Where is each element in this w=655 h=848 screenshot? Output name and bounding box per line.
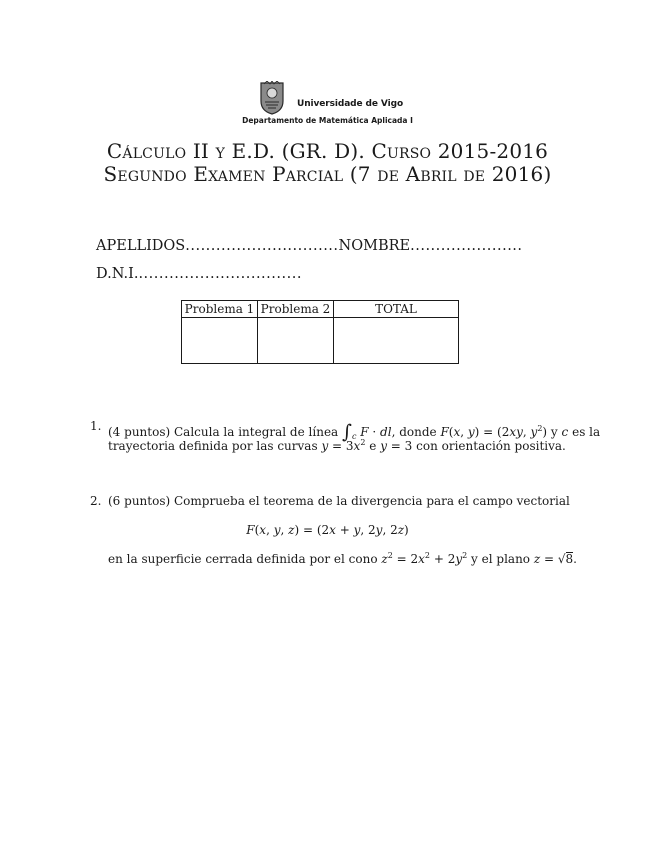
- plane-equation: z = √8.: [533, 552, 577, 566]
- curve-1: $y = 3x^2$: [321, 438, 366, 453]
- apellidos-nombre-line: [96, 238, 523, 254]
- problem-2-plane-text: y el plano: [471, 552, 531, 566]
- problem-1-number: 1.: [90, 419, 102, 433]
- header-problema-2: Problema 2: [258, 301, 334, 318]
- university-name: Universidade de Vigo: [297, 99, 404, 109]
- problem-2-statement: Comprueba el teorema de la divergencia para el campo vectorial: [173, 494, 570, 508]
- problem-1-points: (4 puntos): [108, 425, 171, 439]
- problem-2-line-2: [108, 552, 577, 566]
- curve-2: y = 3: [380, 439, 413, 453]
- nombre-field[interactable]: ......................: [410, 238, 523, 254]
- score-cell-total[interactable]: [334, 318, 459, 364]
- problem-1-statement: Calcula la integral de línea: [173, 425, 339, 439]
- problem-2-number: 2.: [90, 494, 102, 508]
- problem-2-points: (6 puntos): [108, 494, 171, 508]
- score-cell-problema-1[interactable]: [182, 318, 258, 364]
- problem-2-line-1: [108, 494, 570, 508]
- exam-subtitle: Segundo Examen Parcial (7 de Abril de 2016): [103, 162, 552, 186]
- university-seal: [259, 81, 285, 115]
- problem-1-tail: es la: [572, 425, 601, 439]
- dni-line: [96, 266, 302, 282]
- field-definition: F(x, y) = (2xy, $y^2$): [440, 424, 548, 439]
- nombre-label: NOMBRE: [338, 238, 411, 254]
- score-cell-problema-2[interactable]: [258, 318, 334, 364]
- scores-entry-row: [182, 318, 459, 364]
- problem-1-curves-text: trayectoria definida por las curvas: [108, 439, 318, 453]
- header-total: TOTAL: [334, 301, 459, 318]
- problem-1-e: e: [369, 439, 377, 453]
- dni-label: D.N.I.: [96, 266, 139, 282]
- header-problema-1: Problema 1: [182, 301, 258, 318]
- apellidos-label: APELLIDOS: [96, 238, 186, 254]
- problem-2-surface-text: en la superficie cerrada definida por el cono: [108, 552, 378, 566]
- apellidos-field[interactable]: ..............................: [185, 238, 339, 254]
- exam-title: Cálculo II y E.D. (GR. D). Curso 2015-2016: [106, 139, 549, 163]
- scores-table: [181, 300, 459, 364]
- cone-equation: $z^2 = 2x^2 + 2y^2$: [381, 551, 468, 566]
- department-name: Departamento de Matemática Aplicada I: [242, 116, 413, 125]
- line-integral-expression: F · dl: [360, 425, 392, 439]
- problem-1-line-1: (4 puntos) Calcula la integral de línea $\int_c$ F · dl, donde F(x, y) = (2xy, $y^2$) y c es la: [108, 421, 601, 443]
- integral-sign: ∫: [342, 421, 352, 443]
- problem-1-y: y: [550, 425, 558, 439]
- problem-1-line-2: [108, 439, 566, 453]
- scores-header-row: [182, 301, 459, 318]
- dni-field[interactable]: ................................: [138, 266, 302, 282]
- problem-1-orientation: con orientación positiva.: [416, 439, 566, 453]
- problem-1-connector: , donde: [391, 425, 437, 439]
- vector-field-equation: F(x, y, z) = (2x + y, 2y, 2z): [246, 523, 409, 537]
- curve-symbol: c: [561, 425, 569, 439]
